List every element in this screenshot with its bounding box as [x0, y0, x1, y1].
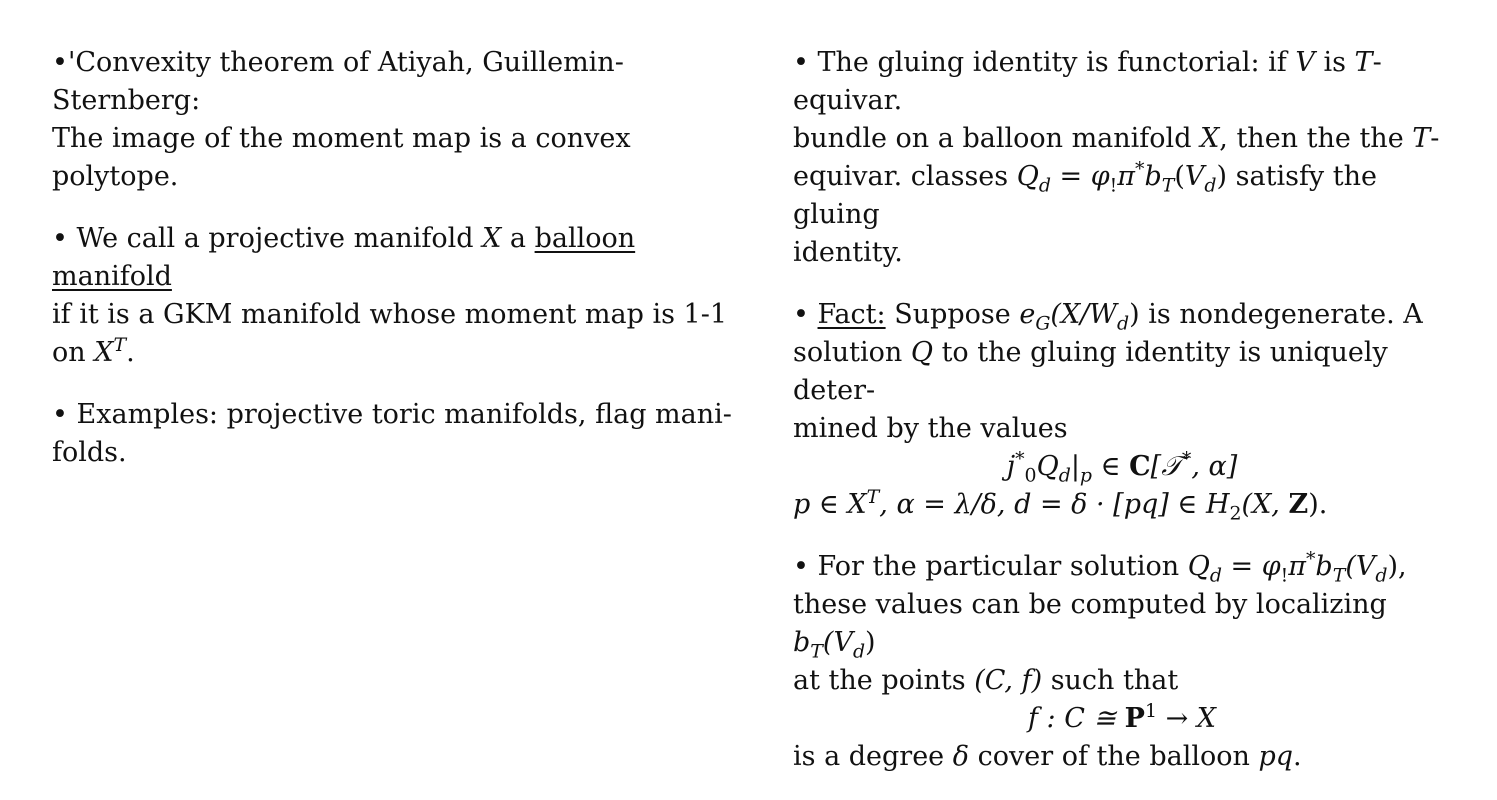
- math-superscript: 1: [1144, 700, 1158, 722]
- math-symbol: b: [793, 627, 811, 658]
- bullet-icon: •: [52, 47, 68, 78]
- paragraph-convexity-theorem: [52, 44, 732, 196]
- math-operator: =: [1050, 161, 1091, 192]
- text-line: [52, 44, 732, 120]
- math-operator: |: [1070, 451, 1080, 482]
- paragraph-particular-solution: [793, 548, 1451, 776]
- math-subscript: d: [1117, 312, 1130, 335]
- math-subscript: 2: [1229, 502, 1242, 525]
- paragraph-gluing-identity-functorial: [793, 44, 1451, 272]
- math-subscript: d: [1209, 564, 1222, 587]
- math-blackboard: P: [1124, 703, 1145, 734]
- math-expression: → X: [1157, 703, 1217, 734]
- text-span: these values can be computed by localizing: [793, 589, 1387, 620]
- math-expression: (V: [822, 627, 853, 658]
- math-operator: ∈: [1092, 451, 1130, 482]
- math-symbol: b: [1144, 161, 1162, 192]
- text-line-2: [793, 120, 1451, 158]
- text-line-2: [793, 334, 1451, 410]
- math-subscript: !: [1280, 564, 1289, 587]
- math-expression: f : C ≅: [1027, 703, 1125, 734]
- text-span: -: [1430, 123, 1440, 154]
- text-span: is: [1314, 47, 1355, 78]
- math-symbol: X: [1200, 123, 1220, 154]
- text-line-2: if it is a GKM manifold whose moment map is 1-1: [52, 299, 728, 330]
- text-span: is a degree: [793, 741, 953, 772]
- math-symbol: π: [1117, 161, 1136, 192]
- text-line-3: [793, 662, 1451, 700]
- math-symbol: Q: [910, 337, 933, 368]
- term-balloon-manifold: balloon manifold: [52, 223, 636, 292]
- math-symbol: φ: [1261, 551, 1281, 582]
- math-superscript: *: [1181, 448, 1192, 470]
- math-subscript: d: [1204, 174, 1217, 197]
- text-span: bundle on a balloon manifold: [793, 123, 1201, 154]
- paragraph-fact-uniqueness: [793, 296, 1451, 524]
- text-span: For the particular solution: [817, 551, 1188, 582]
- paragraph-balloon-manifold-definition: [52, 220, 732, 372]
- math-superscript: *: [1015, 448, 1025, 470]
- math-symbol: T: [1412, 123, 1431, 154]
- bullet-icon: •: [52, 399, 68, 430]
- math-symbol: e: [1019, 299, 1036, 330]
- text-line-4: identity.: [793, 237, 903, 268]
- text-line-1: 'Convexity theorem of Atiyah, Guillemin-Sternberg:: [52, 47, 624, 116]
- math-expression: , α = λ/δ, d = δ · [pq] ∈ H: [879, 489, 1230, 520]
- left-column: [52, 44, 732, 496]
- text-line-4: [793, 738, 1451, 776]
- math-expression: (X/W: [1050, 299, 1118, 330]
- text-line-1: [793, 548, 1451, 586]
- math-operator: ),: [1387, 551, 1407, 582]
- text-line: [52, 220, 732, 296]
- math-symbol: π: [1288, 551, 1306, 582]
- bullet-icon: •: [52, 223, 68, 254]
- text-line: [52, 396, 732, 434]
- math-subscript: p: [1079, 464, 1093, 487]
- math-subscript: d: [1058, 464, 1071, 487]
- text-span: on: [52, 337, 95, 368]
- math-subscript: d: [1038, 174, 1051, 197]
- text-line-1: [793, 44, 1451, 120]
- math-symbol: X: [94, 337, 114, 368]
- text-span: to the gluing identity is uniquely deter-: [793, 337, 1388, 406]
- bullet-icon: •: [793, 299, 809, 330]
- math-symbol: X: [482, 223, 502, 254]
- math-subscript: T: [1161, 174, 1175, 197]
- math-subscript: 0: [1024, 464, 1037, 487]
- text-span: Examples: projective toric manifolds, flag mani-: [76, 399, 732, 430]
- math-subscript: T: [1332, 564, 1346, 587]
- math-superscript: T: [113, 334, 127, 356]
- text-span: .: [1293, 741, 1302, 772]
- text-line-2: The image of the moment map is a convex polytope.: [52, 123, 631, 192]
- math-operator: ): [1216, 161, 1228, 192]
- text-span: satisfy the gluing: [793, 161, 1377, 230]
- text-span: cover of the balloon: [969, 741, 1259, 772]
- math-symbol: Q: [1187, 551, 1210, 582]
- math-symbol: V: [1184, 161, 1205, 192]
- math-subscript: d: [852, 640, 866, 663]
- display-equation-cover-map: [793, 700, 1451, 738]
- math-operator: =: [1221, 551, 1262, 582]
- text-span: , then the the: [1219, 123, 1413, 154]
- math-expression: , α]: [1191, 451, 1238, 482]
- text-span: .: [126, 337, 135, 368]
- math-subscript: G: [1035, 312, 1051, 335]
- math-symbol: Q: [1016, 161, 1039, 192]
- math-expression: p ∈ X: [793, 489, 867, 520]
- text-span: We call a projective manifold: [76, 223, 483, 254]
- math-superscript: *: [1135, 158, 1145, 180]
- text-span: solution: [793, 337, 911, 368]
- right-column: [793, 44, 1451, 800]
- text-span: such that: [1042, 665, 1179, 696]
- bullet-icon: •: [793, 47, 809, 78]
- text-span: is nondegenerate. A: [1139, 299, 1423, 330]
- text-span: Suppose: [885, 299, 1020, 330]
- paragraph-examples: [52, 396, 732, 472]
- math-symbol: pq: [1258, 741, 1294, 772]
- math-operator: (: [1174, 161, 1185, 192]
- math-symbol: φ: [1090, 161, 1110, 192]
- text-line-3: mined by the values: [793, 413, 1068, 444]
- math-symbol: V: [1295, 47, 1315, 78]
- text-line-1: [793, 296, 1451, 334]
- bullet-icon: •: [793, 551, 809, 582]
- text-span: The gluing identity is functorial: if: [817, 47, 1296, 78]
- math-subscript: d: [1375, 564, 1388, 587]
- text-line-2: [793, 586, 1451, 662]
- text-line-3: [793, 158, 1451, 234]
- math-symbol: T: [1354, 47, 1373, 78]
- math-superscript: *: [1305, 548, 1316, 570]
- math-symbol: δ: [952, 741, 970, 772]
- math-symbol: Q: [1036, 451, 1059, 482]
- text-span: -equivar.: [793, 47, 1382, 116]
- math-symbol: b: [1315, 551, 1333, 582]
- math-blackboard: C: [1129, 451, 1151, 482]
- math-operator: ).: [1308, 489, 1328, 520]
- math-superscript: T: [866, 486, 880, 508]
- math-expression: (X,: [1241, 489, 1289, 520]
- math-operator: ): [1129, 299, 1140, 330]
- math-subscript: T: [810, 640, 823, 663]
- math-expression: (V: [1345, 551, 1376, 582]
- text-line-3: [52, 334, 732, 372]
- term-fact: Fact:: [817, 299, 886, 330]
- math-symbol: j: [1006, 451, 1016, 482]
- equation-line-conditions: [793, 486, 1451, 524]
- math-subscript: !: [1109, 174, 1118, 197]
- display-equation-values: [793, 448, 1451, 486]
- math-operator: ): [865, 627, 876, 658]
- math-expression: (C, f): [974, 665, 1043, 696]
- text-span: a: [501, 223, 535, 254]
- text-span: equivar. classes: [793, 161, 1017, 192]
- text-span: at the points: [793, 665, 975, 696]
- math-expression: [𝒯: [1150, 451, 1182, 482]
- text-line-2: folds.: [52, 437, 127, 468]
- math-blackboard: Z: [1288, 489, 1309, 520]
